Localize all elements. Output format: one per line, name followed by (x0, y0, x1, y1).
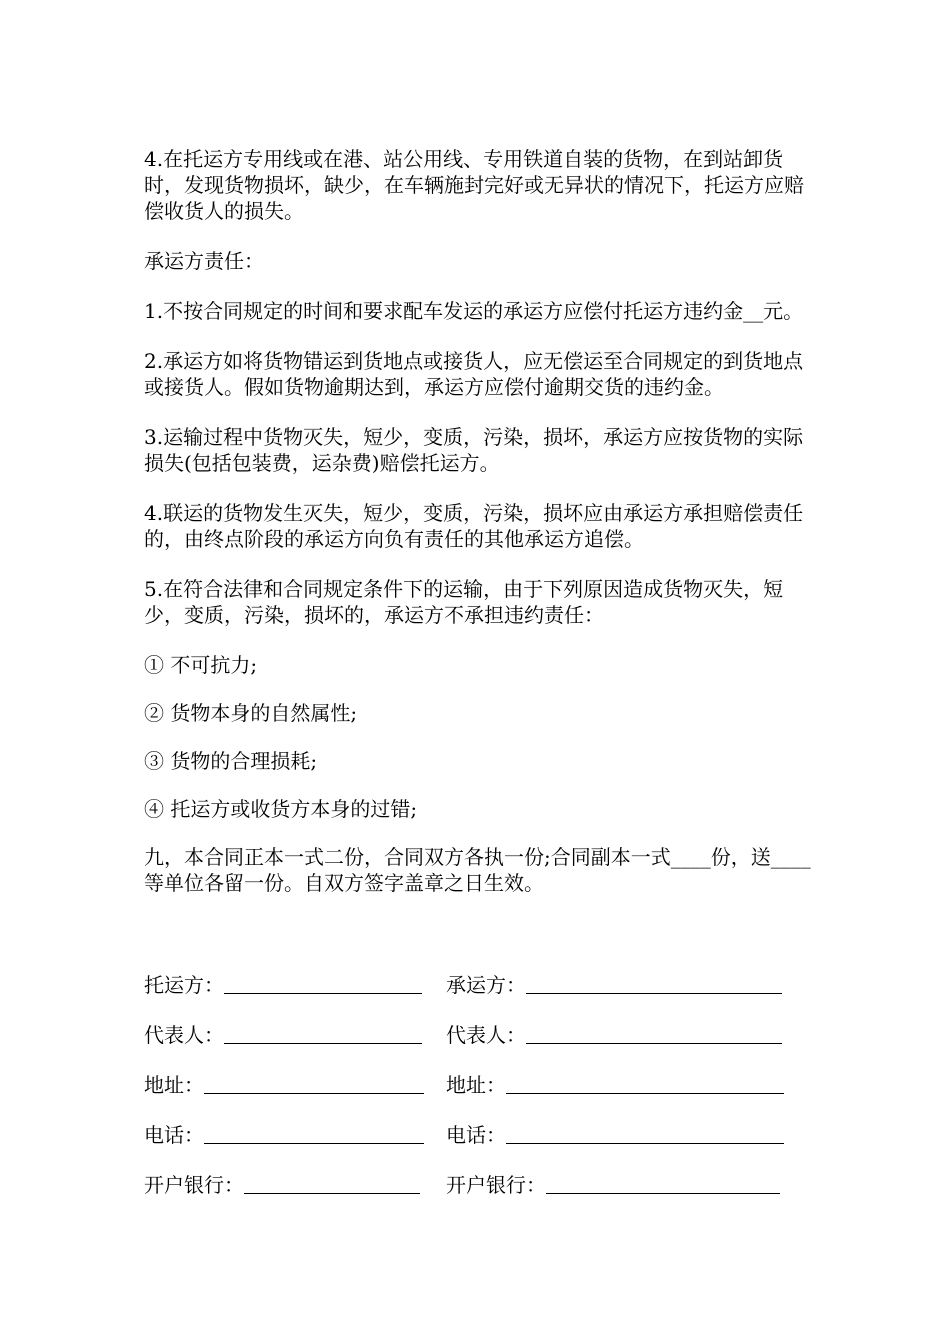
carrier-signature-line (526, 973, 782, 994)
shipper-address-label: 地址： (144, 1073, 204, 1097)
carrier-address-label: 地址： (446, 1073, 506, 1097)
carrier-bank-line (546, 1173, 780, 1194)
carrier-bank-label: 开户银行： (446, 1173, 546, 1197)
section-heading-carrier-liability: 承运方责任： (144, 249, 264, 273)
carrier-representative-line (526, 1023, 782, 1044)
shipper-bank-label: 开户银行： (144, 1173, 244, 1197)
paragraph-carrier-item-3: 3.运输过程中货物灭失，短少，变质，污染，损坏，承运方应按货物的实际损失(包括包装费，运杂费)赔偿托运方。 (144, 425, 804, 475)
shipper-signature-line (224, 973, 422, 994)
carrier-phone-label: 电话： (446, 1123, 506, 1147)
exemption-item-2: ② 货物本身的自然属性; (144, 701, 358, 725)
carrier-label: 承运方： (446, 973, 526, 997)
carrier-address-line (506, 1073, 784, 1094)
shipper-address-line (204, 1073, 424, 1094)
shipper-phone-line (204, 1123, 424, 1144)
paragraph-carrier-item-1: 1.不按合同规定的时间和要求配车发运的承运方应偿付托运方违约金__元。 (144, 299, 804, 323)
shipper-bank-line (244, 1173, 420, 1194)
shipper-representative-label: 代表人： (144, 1023, 224, 1047)
contract-body (144, 146, 814, 920)
shipper-label: 托运方： (144, 973, 224, 997)
paragraph-copies-clause: 九，本合同正本一式二份，合同双方各执一份;合同副本一式____份，送____等单位各留一份。自双方签字盖章之日生效。 (144, 845, 811, 895)
shipper-phone-label: 电话： (144, 1123, 204, 1147)
paragraph-carrier-item-2: 2.承运方如将货物错运到货地点或接货人，应无偿运至合同规定的到货地点或接货人。假如货物逾期达到，承运方应偿付逾期交货的违约金。 (144, 349, 804, 399)
carrier-phone-line (506, 1123, 784, 1144)
exemption-item-1: ① 不可抗力; (144, 653, 258, 677)
shipper-representative-line (224, 1023, 422, 1044)
exemption-item-4: ④ 托运方或收货方本身的过错; (144, 797, 418, 821)
carrier-representative-label: 代表人： (446, 1023, 526, 1047)
exemption-item-3: ③ 货物的合理损耗; (144, 749, 318, 773)
paragraph-shipper-self-loading: 4.在托运方专用线或在港、站公用线、专用铁道自装的货物，在到站卸货时，发现货物损坏，缺少，在车辆施封完好或无异状的情况下，托运方应赔偿收货人的损失。 (144, 147, 804, 223)
paragraph-carrier-item-5: 5.在符合法律和合同规定条件下的运输，由于下列原因造成货物灭失，短少，变质，污染，损坏的，承运方不承担违约责任： (144, 577, 784, 627)
paragraph-carrier-item-4: 4.联运的货物发生灭失，短少，变质，污染，损坏应由承运方承担赔偿责任的，由终点阶段的承运方向负有责任的其他承运方追偿。 (144, 501, 804, 551)
